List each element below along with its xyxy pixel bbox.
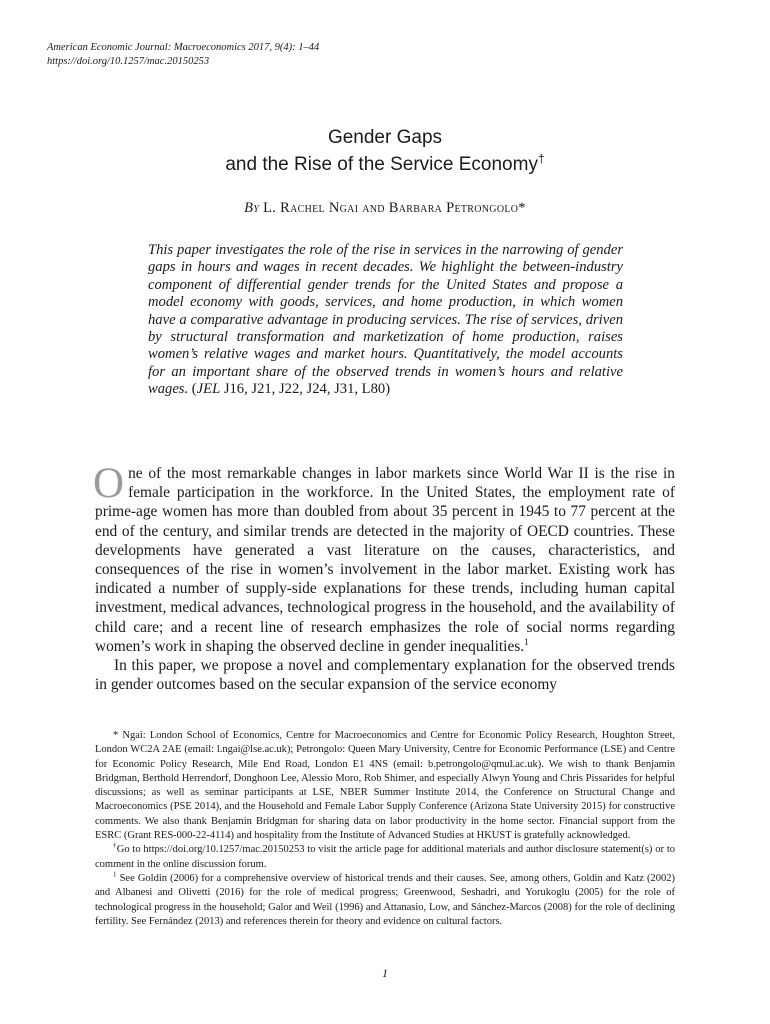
title-dagger: † <box>537 151 545 166</box>
abstract-text: This paper investigates the role of the rise in services in the narrowing of gender gaps in hours and wages in recent decades. We highlight the between-industry component of differential gender trends for the United States and propose a model economy with goods, services, and home production, in which women have a comparative advantage in producing services. The rise of services, driven by structural transformation and marketization of home production, raises women’s relative wages and market hours. Quantitatively, the model accounts for an important share of the observed trends in women’s hours and relative wages. <box>148 242 623 398</box>
footnote-star: * Ngai: London School of Economics, Centre for Macroeconomics and Centre for Economic Policy Research, Houghton Street, London WC2A 2AE (email: l.ngai@lse.ac.uk); Petrongolo: Queen Mary University, Centre for Economic Performance (LSE) and Centre for Economic Policy Research, Mile End Road, London E1 4NS (email: b.petrongolo@qmul.ac.uk). We wish to thank Benjamin Bridgman, Berthold Herrendorf, Donghoon Lee, Alessio Moro, Rob Shimer, and especially Alwyn Young and Chris Pissarides for helpful discussions; as well as seminar participants at LSE, NBER Summer Institute 2014, the Conference on Structural Change and Macroeconomics (PSE 2014), and the Household and Female Labor Supply Conference (Arizona State University 2015) for constructive comments. We also thank Benjamin Bridgman for sharing data on labor productivity in the home sector. Financial support from the ESRC (Grant RES-000-22-4114) and hospitality from the Institute of Advanced Studies at HKUST is gratefully acknowledged. <box>95 730 675 842</box>
footnote-dagger-mark: † <box>113 841 117 850</box>
paper-title <box>0 124 770 178</box>
footnote-1-mark: 1 <box>113 870 117 879</box>
body-text <box>93 460 675 694</box>
page-number: 1 <box>382 966 388 980</box>
jel-open: ( <box>191 381 197 398</box>
title-line-2 <box>0 151 770 178</box>
footnote-dagger <box>95 843 675 872</box>
jel-code-list: J16, J21, J22, J24, J31, L80) <box>220 381 391 398</box>
title-line-1: Gender Gaps <box>327 127 443 148</box>
title-line-2-text: and the Rise of the Service Economy <box>225 154 538 175</box>
journal-citation: American Economic Journal: Macroeconomics 2017, 9(4): 1–44 <box>47 42 320 53</box>
author-byline <box>0 200 770 217</box>
abstract <box>148 242 623 399</box>
doi-link[interactable]: https://doi.org/10.1257/mac.20150253 <box>47 56 210 67</box>
body-paragraph-2: In this paper, we propose a novel and complementary explanation for the observed trends in gender outcomes based on the secular expansion of the service economy <box>95 657 675 694</box>
byline-by: By <box>244 200 260 216</box>
drop-cap: O <box>93 460 125 507</box>
journal-header <box>47 41 319 69</box>
footnotes <box>95 729 675 929</box>
body-paragraph-1 <box>93 460 675 656</box>
footnote-ref-1[interactable]: 1 <box>524 637 529 648</box>
jel-codes <box>192 381 390 397</box>
byline-authors: L. Rachel Ngai and Barbara Petrongolo* <box>263 200 526 216</box>
footnote-1 <box>95 872 675 929</box>
paragraph-1-text: ne of the most remarkable changes in labor markets since World War II is the rise in female participation in the workforce. In the United States, the employment rate of prime-age women has more than doubled from about 35 percent in 1945 to 77 percent at the end of the century, and similar trends are detected in the majority of OECD countries. These developments have generated a vast literature on the causes, characteristics, and consequences of the rise in women’s involvement in the labor market. Existing work has indicated a number of supply-side explanations for these trends, including human capital investment, medical advances, technological progress in the household, and the availability of child care; and a recent line of research emphasizes the role of social norms regarding women’s work in shaping the observed decline in gender inequalities. <box>95 465 675 655</box>
jel-label: JEL <box>196 381 221 398</box>
footnote-dagger-text: Go to https://doi.org/10.1257/mac.20150253 to visit the article page for additional materials and author disclosure statement(s) or to comment in the online discussion forum. <box>95 844 676 870</box>
footnote-1-text: See Goldin (2006) for a comprehensive overview of historical trends and their causes. See, among others, Goldin and Katz (2002) and Albanesi and Olivetti (2016) for the role of medical progress; Greenwood, Seshadri, and Yorukoglu (2005) for the role of technological progress in the household; Galor and Weil (1996) and Attanasio, Low, and Sánchez-Marcos (2008) for the role of declining fertility. See Fernández (2013) and references therein for theory and evidence on cultural factors. <box>95 872 675 927</box>
